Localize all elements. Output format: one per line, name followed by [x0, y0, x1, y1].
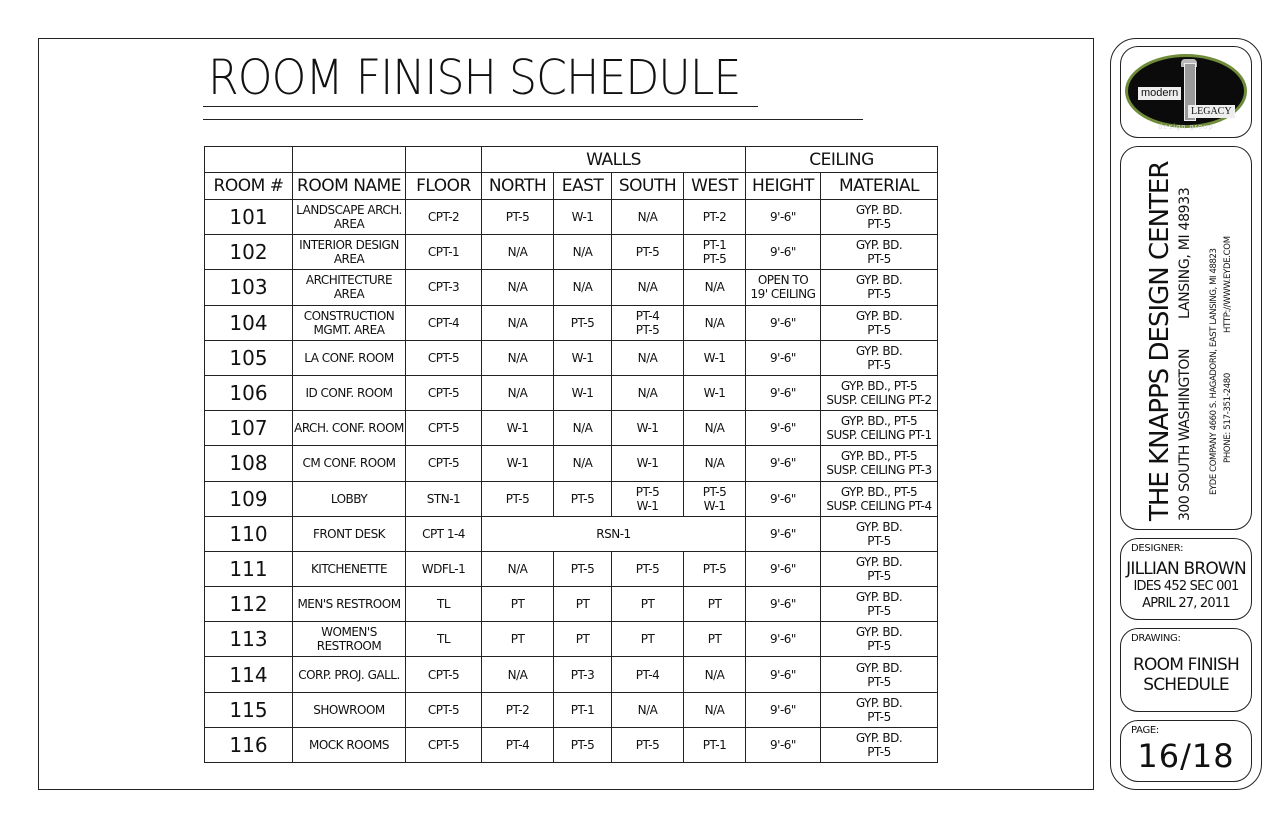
- room-number-cell: 113: [205, 622, 293, 657]
- ceiling-height-cell: 9'-6": [746, 727, 821, 762]
- room-finish-table: [204, 146, 938, 763]
- table-row: [205, 411, 938, 446]
- ceiling-material-cell: GYP. BD. PT-5: [821, 727, 938, 762]
- south-wall-cell: W-1: [612, 411, 684, 446]
- table-row: [205, 305, 938, 340]
- logo-box: [1120, 46, 1252, 138]
- ceiling-height-cell: 9'-6": [746, 446, 821, 481]
- table-row: [205, 692, 938, 727]
- west-wall-cell: N/A: [684, 657, 746, 692]
- south-wall-cell: N/A: [612, 692, 684, 727]
- ceiling-material-cell: GYP. BD., PT-5 SUSP. CEILING PT-3: [821, 446, 938, 481]
- floor-cell: CPT 1-4: [406, 516, 482, 551]
- ceiling-material-cell: GYP. BD., PT-5 SUSP. CEILING PT-1: [821, 411, 938, 446]
- page-title: ROOM FINISH SCHEDULE: [208, 50, 741, 106]
- room-name-cell: FRONT DESK: [293, 516, 406, 551]
- east-wall-cell: N/A: [554, 235, 612, 270]
- ceiling-material-cell: GYP. BD., PT-5 SUSP. CEILING PT-2: [821, 375, 938, 410]
- ceiling-height-cell: 9'-6": [746, 481, 821, 516]
- table-row: [205, 516, 938, 551]
- drawing-title-line1: ROOM FINISH: [1133, 655, 1239, 675]
- room-number-cell: 107: [205, 411, 293, 446]
- west-wall-cell: N/A: [684, 270, 746, 305]
- ceiling-material-cell: GYP. BD. PT-5: [821, 516, 938, 551]
- table-row: [205, 727, 938, 762]
- east-wall-cell: N/A: [554, 446, 612, 481]
- ceiling-height-cell: 9'-6": [746, 657, 821, 692]
- west-header: WEST: [684, 173, 746, 200]
- logo-design-group: design group: [1158, 122, 1214, 131]
- north-header: NORTH: [482, 173, 554, 200]
- north-wall-cell: N/A: [482, 551, 554, 586]
- south-wall-cell: PT: [612, 622, 684, 657]
- floor-cell: CPT-5: [406, 692, 482, 727]
- south-wall-cell: PT-5: [612, 235, 684, 270]
- blank-header-cell: [293, 147, 406, 173]
- room-number-cell: 105: [205, 340, 293, 375]
- table-row: [205, 340, 938, 375]
- east-wall-cell: N/A: [554, 270, 612, 305]
- designer-name: JILLIAN BROWN: [1126, 559, 1246, 579]
- north-wall-cell: N/A: [482, 340, 554, 375]
- ceiling-height-cell: 9'-6": [746, 340, 821, 375]
- south-wall-cell: PT-5: [612, 551, 684, 586]
- room-number-cell: 116: [205, 727, 293, 762]
- floor-cell: CPT-5: [406, 657, 482, 692]
- drawing-box: [1120, 628, 1252, 712]
- company-website: HTTP://WWW.EYDE.COM: [1223, 236, 1233, 333]
- table-row: [205, 270, 938, 305]
- north-wall-cell: W-1: [482, 446, 554, 481]
- company-phone: PHONE: 517-351-2480: [1223, 372, 1233, 463]
- east-header: EAST: [554, 173, 612, 200]
- room-name-cell: SHOWROOM: [293, 692, 406, 727]
- north-wall-cell: N/A: [482, 235, 554, 270]
- west-wall-cell: N/A: [684, 411, 746, 446]
- floor-cell: CPT-3: [406, 270, 482, 305]
- north-wall-cell: N/A: [482, 270, 554, 305]
- ceiling-height-cell: 9'-6": [746, 375, 821, 410]
- room-name-cell: LANDSCAPE ARCH. AREA: [293, 200, 406, 235]
- ceiling-height-cell: 9'-6": [746, 411, 821, 446]
- west-wall-cell: PT-1: [684, 727, 746, 762]
- room-number-cell: 103: [205, 270, 293, 305]
- floor-cell: TL: [406, 587, 482, 622]
- ceiling-material-cell: GYP. BD. PT-5: [821, 692, 938, 727]
- west-wall-cell: PT: [684, 587, 746, 622]
- room-name-cell: ID CONF. ROOM: [293, 375, 406, 410]
- room-name-cell: LA CONF. ROOM: [293, 340, 406, 375]
- south-wall-cell: N/A: [612, 200, 684, 235]
- room-name-cell: MOCK ROOMS: [293, 727, 406, 762]
- ceiling-height-cell: OPEN TO 19' CEILING: [746, 270, 821, 305]
- designer-label: DESIGNER:: [1131, 543, 1184, 554]
- walls-header: WALLS: [482, 147, 746, 173]
- table-row: [205, 446, 938, 481]
- floor-cell: CPT-4: [406, 305, 482, 340]
- ceiling-material-cell: GYP. BD. PT-5: [821, 305, 938, 340]
- table-row: [205, 551, 938, 586]
- floor-cell: CPT-5: [406, 411, 482, 446]
- west-wall-cell: W-1: [684, 340, 746, 375]
- height-header: HEIGHT: [746, 173, 821, 200]
- designer-box: [1120, 538, 1252, 620]
- room-name-cell: CORP. PROJ. GALL.: [293, 657, 406, 692]
- room-number-cell: 101: [205, 200, 293, 235]
- room-number-cell: 102: [205, 235, 293, 270]
- floor-cell: CPT-2: [406, 200, 482, 235]
- room-name-cell: LOBBY: [293, 481, 406, 516]
- west-wall-cell: N/A: [684, 692, 746, 727]
- east-wall-cell: PT: [554, 622, 612, 657]
- room-number-cell: 115: [205, 692, 293, 727]
- south-wall-cell: N/A: [612, 375, 684, 410]
- north-wall-cell: PT-5: [482, 481, 554, 516]
- north-wall-cell: PT: [482, 622, 554, 657]
- room-number-cell: 106: [205, 375, 293, 410]
- table-row: [205, 657, 938, 692]
- east-wall-cell: PT-1: [554, 692, 612, 727]
- room-name-cell: ARCH. CONF. ROOM: [293, 411, 406, 446]
- ceiling-height-cell: 9'-6": [746, 622, 821, 657]
- ceiling-material-cell: GYP. BD. PT-5: [821, 200, 938, 235]
- logo-legacy-sign: LEGACY: [1188, 105, 1235, 118]
- drawing-label: DRAWING:: [1131, 633, 1181, 644]
- ceiling-material-cell: GYP. BD. PT-5: [821, 551, 938, 586]
- ceiling-material-cell: GYP. BD. PT-5: [821, 657, 938, 692]
- west-wall-cell: W-1: [684, 375, 746, 410]
- ceiling-height-cell: 9'-6": [746, 551, 821, 586]
- page-number: 16/18: [1137, 737, 1235, 775]
- ceiling-material-cell: GYP. BD., PT-5 SUSP. CEILING PT-4: [821, 481, 938, 516]
- west-wall-cell: PT-5 W-1: [684, 481, 746, 516]
- table-row: [205, 375, 938, 410]
- north-wall-cell: N/A: [482, 657, 554, 692]
- room-name-cell: ARCHITECTURE AREA: [293, 270, 406, 305]
- room-number-cell: 110: [205, 516, 293, 551]
- title-rule: [203, 119, 863, 120]
- designer-date: APRIL 27, 2011: [1142, 596, 1230, 611]
- drawing-title-line2: SCHEDULE: [1143, 675, 1229, 695]
- east-wall-cell: W-1: [554, 375, 612, 410]
- south-header: SOUTH: [612, 173, 684, 200]
- ceiling-height-cell: 9'-6": [746, 305, 821, 340]
- material-header: MATERIAL: [821, 173, 938, 200]
- project-info-box: [1120, 146, 1252, 530]
- east-wall-cell: PT: [554, 587, 612, 622]
- page-label: PAGE:: [1131, 725, 1159, 736]
- south-wall-cell: PT-4 PT-5: [612, 305, 684, 340]
- east-wall-cell: PT-5: [554, 481, 612, 516]
- ceiling-height-cell: 9'-6": [746, 235, 821, 270]
- ceiling-height-cell: 9'-6": [746, 516, 821, 551]
- room-number-cell: 109: [205, 481, 293, 516]
- east-wall-cell: PT-5: [554, 305, 612, 340]
- room-name-cell: WOMEN'S RESTROOM: [293, 622, 406, 657]
- ceiling-material-cell: GYP. BD. PT-5: [821, 235, 938, 270]
- north-wall-cell: W-1: [482, 411, 554, 446]
- north-wall-cell: PT-2: [482, 692, 554, 727]
- floor-cell: CPT-5: [406, 340, 482, 375]
- room-number-cell: 108: [205, 446, 293, 481]
- table-row: [205, 235, 938, 270]
- west-wall-cell: PT-1 PT-5: [684, 235, 746, 270]
- ceiling-material-cell: GYP. BD. PT-5: [821, 270, 938, 305]
- project-name: THE KNAPPS DESIGN CENTER: [1145, 161, 1175, 521]
- east-wall-cell: N/A: [554, 411, 612, 446]
- ceiling-material-cell: GYP. BD. PT-5: [821, 340, 938, 375]
- south-wall-cell: W-1: [612, 446, 684, 481]
- ceiling-height-cell: 9'-6": [746, 200, 821, 235]
- company-address: EYDE COMPANY 4660 S. HAGADORN, EAST LANSING, MI 48823: [1209, 248, 1219, 495]
- table-row: [205, 587, 938, 622]
- north-wall-cell: PT: [482, 587, 554, 622]
- east-wall-cell: PT-5: [554, 727, 612, 762]
- room-number-header: ROOM #: [205, 173, 293, 200]
- floor-cell: CPT-1: [406, 235, 482, 270]
- east-wall-cell: PT-5: [554, 551, 612, 586]
- page-box: [1120, 720, 1252, 782]
- ceiling-height-cell: 9'-6": [746, 587, 821, 622]
- east-wall-cell: W-1: [554, 200, 612, 235]
- floor-cell: TL: [406, 622, 482, 657]
- west-wall-cell: N/A: [684, 446, 746, 481]
- walls-merged-cell: RSN-1: [482, 516, 746, 551]
- room-number-cell: 112: [205, 587, 293, 622]
- room-name-cell: KITCHENETTE: [293, 551, 406, 586]
- ceiling-material-cell: GYP. BD. PT-5: [821, 587, 938, 622]
- table-row: [205, 622, 938, 657]
- logo-modern-sign: modern: [1138, 87, 1181, 100]
- floor-cell: CPT-5: [406, 375, 482, 410]
- floor-cell: CPT-5: [406, 446, 482, 481]
- floor-cell: WDFL-1: [406, 551, 482, 586]
- north-wall-cell: PT-4: [482, 727, 554, 762]
- ceiling-material-cell: GYP. BD. PT-5: [821, 622, 938, 657]
- floor-cell: STN-1: [406, 481, 482, 516]
- company-logo: [1125, 54, 1247, 131]
- floor-header: FLOOR: [406, 173, 482, 200]
- floor-cell: CPT-5: [406, 727, 482, 762]
- table-row: [205, 200, 938, 235]
- blank-header-cell: [406, 147, 482, 173]
- west-wall-cell: PT: [684, 622, 746, 657]
- room-name-cell: INTERIOR DESIGN AREA: [293, 235, 406, 270]
- title-underline: [203, 106, 758, 107]
- west-wall-cell: PT-2: [684, 200, 746, 235]
- room-number-cell: 104: [205, 305, 293, 340]
- room-number-cell: 111: [205, 551, 293, 586]
- south-wall-cell: PT-4: [612, 657, 684, 692]
- ceiling-header: CEILING: [746, 147, 938, 173]
- project-city: LANSING, MI 48933: [1177, 187, 1193, 319]
- designer-course: IDES 452 SEC 001: [1133, 579, 1239, 594]
- room-number-cell: 114: [205, 657, 293, 692]
- ceiling-height-cell: 9'-6": [746, 692, 821, 727]
- west-wall-cell: PT-5: [684, 551, 746, 586]
- room-name-header: ROOM NAME: [293, 173, 406, 200]
- room-name-cell: CM CONF. ROOM: [293, 446, 406, 481]
- north-wall-cell: N/A: [482, 305, 554, 340]
- north-wall-cell: PT-5: [482, 200, 554, 235]
- blank-header-cell: [205, 147, 293, 173]
- south-wall-cell: PT-5: [612, 727, 684, 762]
- east-wall-cell: PT-3: [554, 657, 612, 692]
- room-name-cell: MEN'S RESTROOM: [293, 587, 406, 622]
- east-wall-cell: W-1: [554, 340, 612, 375]
- north-wall-cell: N/A: [482, 375, 554, 410]
- room-name-cell: CONSTRUCTION MGMT. AREA: [293, 305, 406, 340]
- table-row: [205, 481, 938, 516]
- south-wall-cell: PT-5 W-1: [612, 481, 684, 516]
- south-wall-cell: PT: [612, 587, 684, 622]
- south-wall-cell: N/A: [612, 270, 684, 305]
- west-wall-cell: N/A: [684, 305, 746, 340]
- project-address: 300 SOUTH WASHINGTON: [1177, 349, 1193, 521]
- south-wall-cell: N/A: [612, 340, 684, 375]
